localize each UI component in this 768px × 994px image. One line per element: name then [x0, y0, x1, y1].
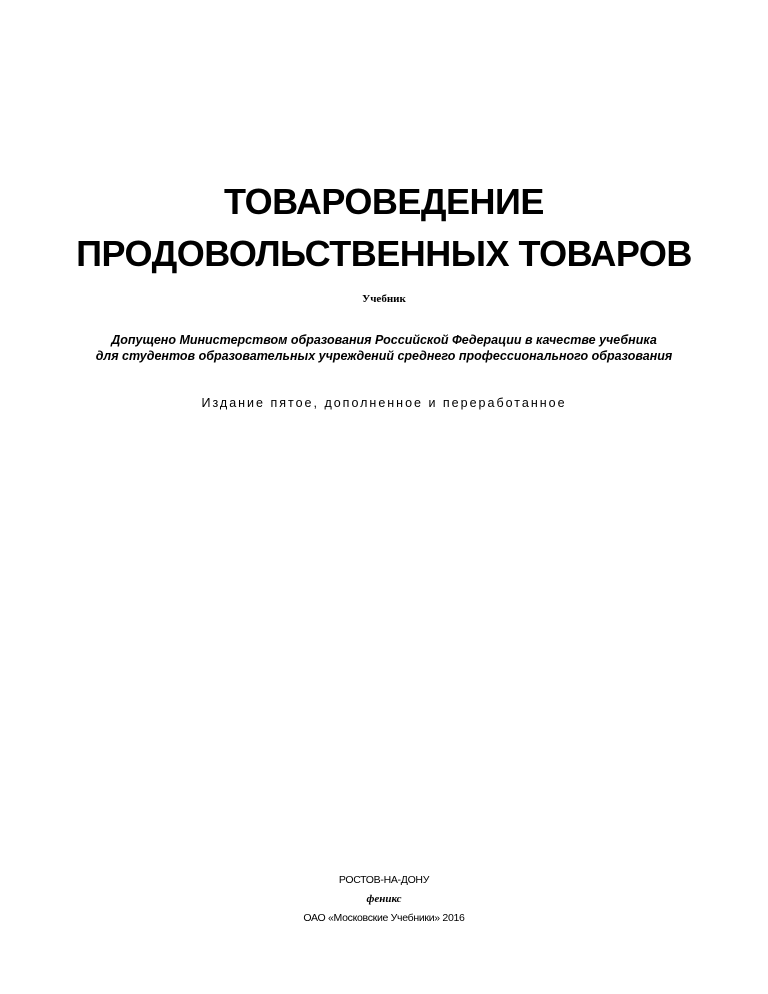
- copyright-line: ОАО «Московские Учебники» 2016: [303, 912, 465, 924]
- approval-statement: [0, 332, 768, 364]
- approval-line-1: Допущено Министерством образования Российской Федерации в качестве учебника: [111, 333, 657, 347]
- book-genre: Учебник: [362, 293, 406, 305]
- approval-line-2: для студентов образовательных учреждений среднего профессионального образования: [95, 349, 673, 363]
- imprint-block: [0, 873, 768, 925]
- book-title: [0, 176, 768, 280]
- book-title-line-2: ПРОДОВОЛЬСТВЕННЫХ ТОВАРОВ: [76, 233, 692, 274]
- book-title-line-1: ТОВАРОВЕДЕНИЕ: [224, 181, 544, 222]
- publication-city: РОСТОВ-НА-ДОНУ: [338, 874, 430, 886]
- edition-note: Издание пятое, дополненное и переработанное: [201, 396, 567, 410]
- publisher-logo-text: феникс: [366, 893, 402, 905]
